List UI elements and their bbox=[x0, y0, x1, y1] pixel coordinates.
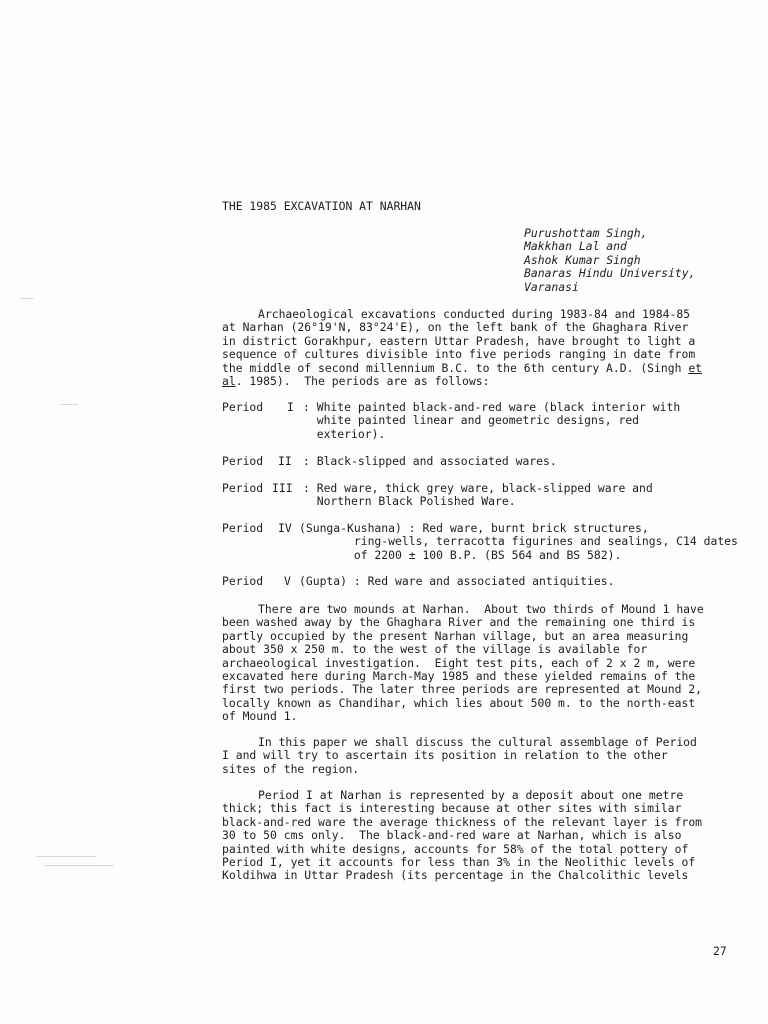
paragraph-line: 30 to 50 cms only. The black-and-red ware at Narhan, which is also bbox=[222, 828, 682, 843]
period-label: Period bbox=[222, 481, 264, 495]
body-paragraph bbox=[222, 603, 742, 724]
paragraph-line: about 350 x 250 m. to the west of the village is available for bbox=[222, 642, 648, 657]
period-entry bbox=[222, 455, 742, 469]
paragraph-line: sequence of cultures divisible into five periods ranging in date from bbox=[222, 347, 696, 362]
scan-speck bbox=[60, 404, 78, 405]
paragraph-line: in district Gorakhpur, eastern Uttar Pradesh, have brought to light a bbox=[222, 333, 696, 348]
period-desc-line: white painted linear and geometric designs, red bbox=[303, 413, 640, 428]
period-number: III bbox=[272, 481, 293, 495]
paragraph-line: sites of the region. bbox=[222, 761, 360, 776]
period-description bbox=[303, 401, 680, 441]
paragraph-text: . 1985). The periods are as follows: bbox=[235, 373, 490, 388]
paragraph-line: Archaeological excavations conducted during 1983-84 and 1984-85 bbox=[258, 307, 691, 321]
paragraph-line: first two periods. The later three periods are represented at Mound 2, bbox=[222, 682, 703, 697]
period-label: Period bbox=[222, 574, 264, 588]
period-desc-line: (Gupta) : Red ware and associated antiquities. bbox=[299, 574, 615, 588]
paragraph-line: thick; this fact is interesting because at other sites with similar bbox=[222, 801, 682, 816]
period-description bbox=[299, 522, 738, 562]
period-desc-line: (Sunga-Kushana) : Red ware, burnt brick structures, bbox=[299, 521, 649, 535]
period-number: I bbox=[287, 400, 294, 414]
body-paragraph bbox=[222, 789, 742, 883]
period-label: Period bbox=[222, 400, 264, 414]
citation-al: al bbox=[222, 373, 236, 388]
page-number: 27 bbox=[713, 944, 727, 958]
body-paragraph bbox=[222, 736, 742, 776]
paragraph-line: Period I, yet it accounts for less than 3% in the Neolithic levels of bbox=[222, 854, 696, 869]
period-number: II bbox=[278, 454, 292, 468]
period-entry bbox=[222, 401, 742, 443]
period-desc-line: ring-wells, terracotta figurines and sealings, C14 dates bbox=[299, 534, 738, 549]
author-line: Makkhan Lal and bbox=[524, 239, 627, 254]
period-entry bbox=[222, 482, 742, 510]
period-number: IV bbox=[278, 521, 292, 535]
author-block bbox=[524, 227, 695, 294]
period-desc-line: : Red ware, thick grey ware, black-slipped ware and bbox=[303, 481, 653, 495]
period-desc-line: : Black-slipped and associated wares. bbox=[303, 454, 557, 468]
period-number: V bbox=[284, 574, 291, 588]
paragraph-line: partly occupied by the present Narhan village, but an area measuring bbox=[222, 628, 689, 643]
intro-paragraph bbox=[222, 308, 742, 388]
paragraph-line: black-and-red ware the average thickness of the relevant layer is from bbox=[222, 814, 703, 829]
scan-speck bbox=[36, 856, 96, 857]
paragraph-line bbox=[222, 362, 742, 375]
period-desc-line: : White painted black-and-red ware (black interior with bbox=[303, 400, 681, 414]
period-desc-line: Northern Black Polished Ware. bbox=[303, 494, 516, 509]
paragraph-text: the middle of second millennium B.C. to the 6th century A.D. (Singh bbox=[222, 360, 689, 375]
author-affiliation: Banaras Hindu University, bbox=[524, 266, 696, 281]
period-description bbox=[303, 455, 557, 468]
paragraph-line: been washed away by the Ghaghara River and the remaining one third is bbox=[222, 615, 696, 630]
period-label: Period bbox=[222, 521, 264, 535]
period-desc-line: exterior). bbox=[303, 426, 386, 441]
period-entry bbox=[222, 575, 742, 589]
paragraph-line: painted with white designs, accounts for 58% of the total pottery of bbox=[222, 841, 689, 856]
author-line: Purushottam Singh, bbox=[524, 226, 648, 240]
paragraph-line: locally known as Chandihar, which lies about 500 m. to the north-east bbox=[222, 695, 696, 710]
period-entry bbox=[222, 522, 742, 564]
paragraph-line: There are two mounds at Narhan. About two thirds of Mound 1 have bbox=[258, 602, 704, 616]
scan-speck bbox=[20, 298, 34, 299]
period-description bbox=[303, 482, 653, 509]
period-desc-line: of 2200 ± 100 B.P. (BS 564 and BS 582). bbox=[299, 547, 622, 562]
paragraph-line bbox=[222, 375, 742, 388]
scan-speck bbox=[44, 865, 114, 866]
paragraph-line: excavated here during March-May 1985 and these yielded remains of the bbox=[222, 668, 696, 683]
author-location: Varanasi bbox=[524, 279, 579, 294]
paragraph-line: Koldihwa in Uttar Pradesh (its percentage in the Chalcolithic levels bbox=[222, 868, 689, 883]
paragraph-line: archaeological investigation. Eight test pits, each of 2 x 2 m, were bbox=[222, 655, 696, 670]
paragraph-line: of Mound 1. bbox=[222, 709, 298, 724]
paper-title: THE 1985 EXCAVATION AT NARHAN bbox=[222, 199, 421, 213]
citation-et: et bbox=[688, 360, 703, 375]
period-description bbox=[299, 575, 614, 588]
period-label: Period bbox=[222, 454, 264, 468]
paragraph-line: at Narhan (26°19'N, 83°24'E), on the left bank of the Ghaghara River bbox=[222, 320, 689, 335]
paragraph-line: I and will try to ascertain its position in relation to the other bbox=[222, 748, 668, 763]
author-line: Ashok Kumar Singh bbox=[524, 252, 641, 267]
paragraph-line: Period I at Narhan is represented by a deposit about one metre bbox=[258, 788, 684, 802]
paragraph-line: In this paper we shall discuss the cultural assemblage of Period bbox=[258, 735, 697, 749]
